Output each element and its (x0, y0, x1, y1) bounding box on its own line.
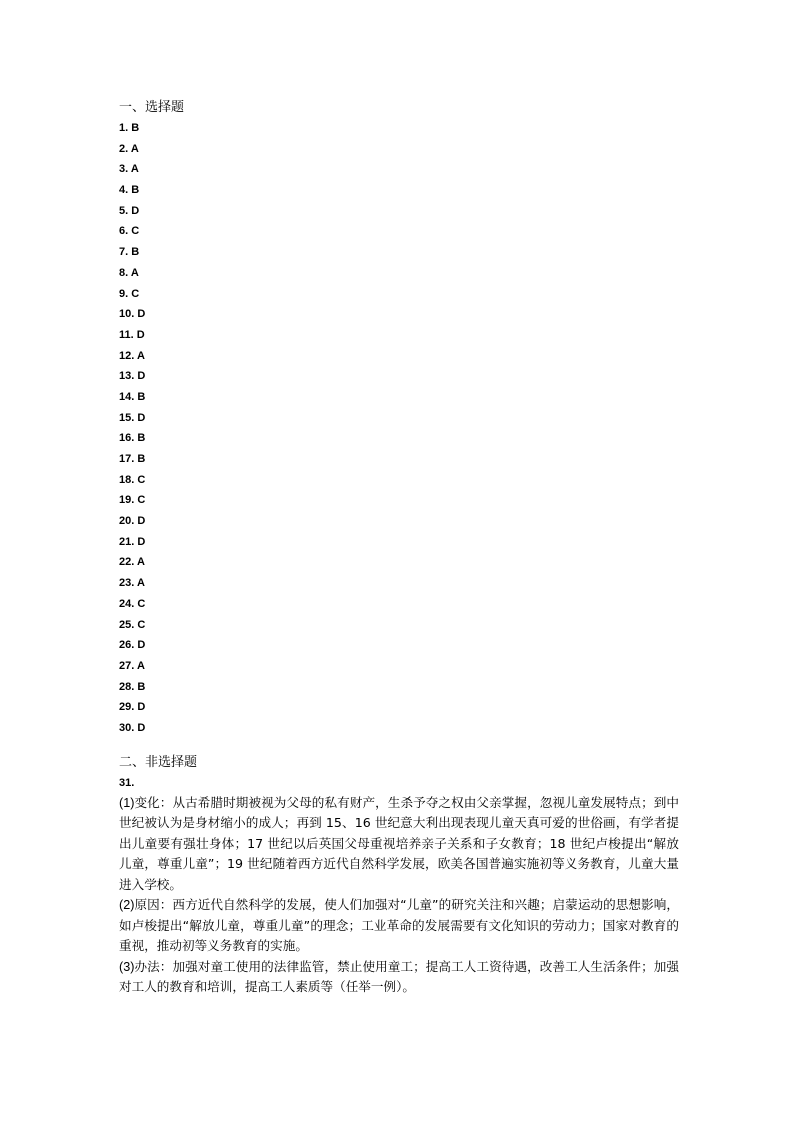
part-label: (3) (119, 959, 135, 974)
answer-part-1 (119, 793, 679, 896)
answer-item: 5. D (119, 204, 140, 217)
answer-item: 8. A (119, 266, 139, 279)
answer-item: 14. B (119, 390, 146, 403)
answer-item: 16. B (119, 432, 146, 445)
question-number: 31. (119, 776, 135, 789)
section-gap (119, 739, 679, 753)
answer-item: 20. D (119, 515, 146, 528)
answer-item: 19. C (119, 494, 146, 507)
document-page (119, 98, 679, 998)
answer-item: 18. C (119, 473, 146, 486)
answer-list (119, 118, 679, 739)
answer-item: 1. B (119, 122, 140, 134)
answer-item: 27. A (119, 659, 145, 672)
part-label: (2) (119, 898, 135, 913)
answer-item: 25. C (119, 618, 146, 631)
answer-item: 2. A (119, 142, 139, 155)
answer-item: 3. A (119, 163, 139, 176)
answer-item: 6. C (119, 225, 140, 238)
answer-item: 28. B (119, 680, 146, 693)
answer-item: 7. B (119, 246, 140, 259)
section-title-nonchoice: 二、非选择题 (119, 754, 198, 770)
answer-item: 24. C (119, 597, 146, 610)
answer-item: 21. D (119, 535, 146, 548)
answer-item: 9. C (119, 287, 140, 300)
answer-item: 12. A (119, 349, 145, 362)
answer-part-2 (119, 895, 679, 957)
answer-part-3 (119, 957, 679, 998)
answer-item: 29. D (119, 701, 146, 714)
part-text: 原因：西方近代自然科学的发展，使人们加强对“儿童”的研究关注和兴趣；启蒙运动的思想影响，如卢梭提出“解放儿童，尊重儿童”的理念；工业革命的发展需要有文化知识的劳动力；国家对教育的重视，推动初等义务教育的实施。 (119, 897, 679, 954)
part-text: 变化：从古希腊时期被视为父母的私有财产，生杀予夺之权由父亲掌握，忽视儿童发展特点；到中世纪被认为是身材缩小的成人；再到 15、16 世纪意大利出现表现儿童天真可爱的世俗画，有学者提出儿童要有强壮身体；17 世纪以后英国父母重视培养亲子关系和子女教育；18 世纪卢梭提出“解放儿童，尊重儿童”；19 世纪随着西方近代自然科学发展，欧美各国普遍实施初等义务教育，儿童大量进入学校。 (119, 794, 679, 892)
answer-item: 30. D (119, 721, 146, 734)
answer-item: 4. B (119, 184, 140, 197)
answer-item: 13. D (119, 370, 146, 383)
answer-item: 26. D (119, 639, 146, 652)
answer-item: 17. B (119, 453, 146, 465)
answer-item: 11. D (119, 328, 145, 341)
part-label: (1) (119, 795, 135, 810)
answer-item: 15. D (119, 411, 146, 424)
answer-item: 22. A (119, 556, 145, 569)
answer-item: 10. D (119, 308, 146, 321)
part-text: 办法：加强对童工使用的法律监管，禁止使用童工；提高工人工资待遇，改善工人生活条件；加强对工人的教育和培训，提高工人素质等（任举一例）。 (119, 958, 679, 995)
section-title-choice: 一、选择题 (119, 100, 185, 115)
answer-item: 23. A (119, 577, 145, 590)
